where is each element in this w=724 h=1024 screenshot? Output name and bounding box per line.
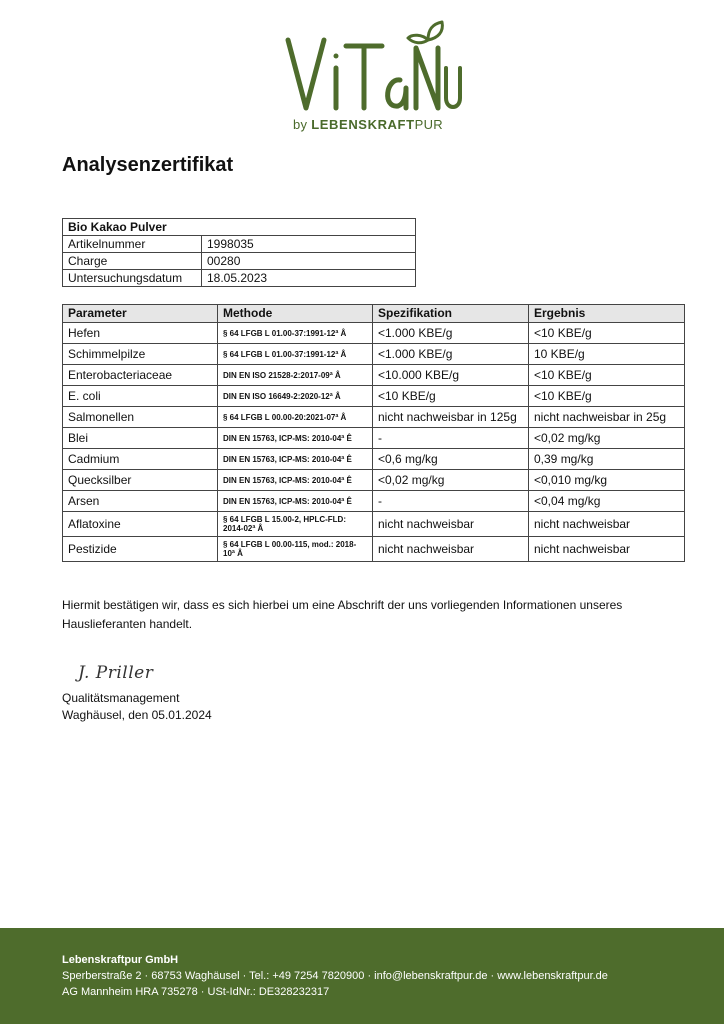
- result-cell: nicht nachweisbar in 25g: [529, 407, 685, 428]
- method-cell: § 64 LFGB L 15.00-2, HPLC-FLD: 2014-02ª Â: [218, 512, 373, 537]
- result-cell: <10 KBE/g: [529, 386, 685, 407]
- method-cell: DIN EN 15763, ICP-MS: 2010-04ª Ê: [218, 449, 373, 470]
- result-cell: nicht nachweisbar: [529, 512, 685, 537]
- product-info-row: [63, 270, 416, 287]
- parameter-cell: E. coli: [63, 386, 218, 407]
- footer-content: [62, 952, 608, 1000]
- table-row: [63, 470, 685, 491]
- parameter-cell: Enterobacteriaceae: [63, 365, 218, 386]
- product-info-row: [63, 236, 416, 253]
- table-row: [63, 428, 685, 449]
- specification-cell: nicht nachweisbar: [373, 537, 529, 562]
- footer-address: Sperberstraße 2 · 68753 Waghäusel · Tel.: +49 7254 7820900 · info@lebenskraftpur.de · www.lebenskraftpur.de: [62, 970, 608, 982]
- signer-block: [62, 690, 212, 724]
- info-value: 18.05.2023: [202, 270, 416, 287]
- product-info-table: [62, 218, 416, 287]
- result-cell: <10 KBE/g: [529, 323, 685, 344]
- method-cell: DIN EN ISO 21528-2:2017-09ª Â: [218, 365, 373, 386]
- parameter-cell: Blei: [63, 428, 218, 449]
- parameter-cell: Quecksilber: [63, 470, 218, 491]
- info-value: 1998035: [202, 236, 416, 253]
- signer-role: Qualitätsmanagement: [62, 691, 180, 705]
- parameter-cell: Arsen: [63, 491, 218, 512]
- product-info-row: [63, 253, 416, 270]
- parameter-cell: Salmonellen: [63, 407, 218, 428]
- header-result: Ergebnis: [529, 305, 685, 323]
- method-cell: DIN EN 15763, ICP-MS: 2010-04ª Ê: [218, 491, 373, 512]
- table-row: [63, 537, 685, 562]
- table-row: [63, 491, 685, 512]
- method-cell: § 64 LFGB L 00.00-115, mod.: 2018-10ª Â: [218, 537, 373, 562]
- header-method: Methode: [218, 305, 373, 323]
- table-row: [63, 323, 685, 344]
- parameter-cell: Aflatoxine: [63, 512, 218, 537]
- specification-cell: nicht nachweisbar: [373, 512, 529, 537]
- parameter-cell: Schimmelpilze: [63, 344, 218, 365]
- specification-cell: <0,02 mg/kg: [373, 470, 529, 491]
- specification-cell: -: [373, 428, 529, 449]
- method-cell: § 64 LFGB L 01.00-37:1991-12ª Â: [218, 323, 373, 344]
- footer: [0, 928, 724, 1024]
- header-specification: Spezifikation: [373, 305, 529, 323]
- result-cell: <10 KBE/g: [529, 365, 685, 386]
- specification-cell: <10.000 KBE/g: [373, 365, 529, 386]
- table-row: [63, 407, 685, 428]
- method-cell: § 64 LFGB L 00.00-20:2021-07ª Â: [218, 407, 373, 428]
- table-row: [63, 344, 685, 365]
- analysis-results-table: [62, 304, 685, 562]
- parameter-cell: Cadmium: [63, 449, 218, 470]
- footer-company: Lebenskraftpur GmbH: [62, 954, 179, 966]
- product-name: Bio Kakao Pulver: [63, 219, 416, 236]
- handwritten-signature: J. Priller: [78, 663, 154, 683]
- result-cell: nicht nachweisbar: [529, 537, 685, 562]
- parameter-cell: Hefen: [63, 323, 218, 344]
- specification-cell: <0,6 mg/kg: [373, 449, 529, 470]
- specification-cell: -: [373, 491, 529, 512]
- results-header-row: [63, 305, 685, 323]
- logo-subtitle: by LEBENSKRAFTPUR: [293, 117, 443, 132]
- confirmation-statement: Hiermit bestätigen wir, dass es sich hierbei um eine Abschrift der uns vorliegenden Informationen unseres Hauslieferanten handelt.: [62, 598, 623, 631]
- footer-registry: AG Mannheim HRA 735278 · USt-IdNr.: DE328232317: [62, 986, 330, 998]
- parameter-cell: Pestizide: [63, 537, 218, 562]
- table-row: [63, 512, 685, 537]
- specification-cell: <10 KBE/g: [373, 386, 529, 407]
- method-cell: DIN EN ISO 16649-2:2020-12ª Â: [218, 386, 373, 407]
- header-parameter: Parameter: [63, 305, 218, 323]
- result-cell: 10 KBE/g: [529, 344, 685, 365]
- signer-place-date: Waghäusel, den 05.01.2024: [62, 708, 212, 722]
- result-cell: 0,39 mg/kg: [529, 449, 685, 470]
- info-label: Artikelnummer: [63, 236, 202, 253]
- document-title: Analysenzertifikat: [62, 154, 234, 176]
- table-row: [63, 365, 685, 386]
- result-cell: <0,010 mg/kg: [529, 470, 685, 491]
- result-cell: <0,04 mg/kg: [529, 491, 685, 512]
- specification-cell: <1.000 KBE/g: [373, 323, 529, 344]
- table-row: [63, 386, 685, 407]
- method-cell: DIN EN 15763, ICP-MS: 2010-04ª Ê: [218, 428, 373, 449]
- info-label: Untersuchungsdatum: [63, 270, 202, 287]
- method-cell: § 64 LFGB L 01.00-37:1991-12ª Â: [218, 344, 373, 365]
- specification-cell: <1.000 KBE/g: [373, 344, 529, 365]
- specification-cell: nicht nachweisbar in 125g: [373, 407, 529, 428]
- info-value: 00280: [202, 253, 416, 270]
- product-name-row: [63, 219, 416, 236]
- result-cell: <0,02 mg/kg: [529, 428, 685, 449]
- table-row: [63, 449, 685, 470]
- method-cell: DIN EN 15763, ICP-MS: 2010-04ª Ê: [218, 470, 373, 491]
- info-label: Charge: [63, 253, 202, 270]
